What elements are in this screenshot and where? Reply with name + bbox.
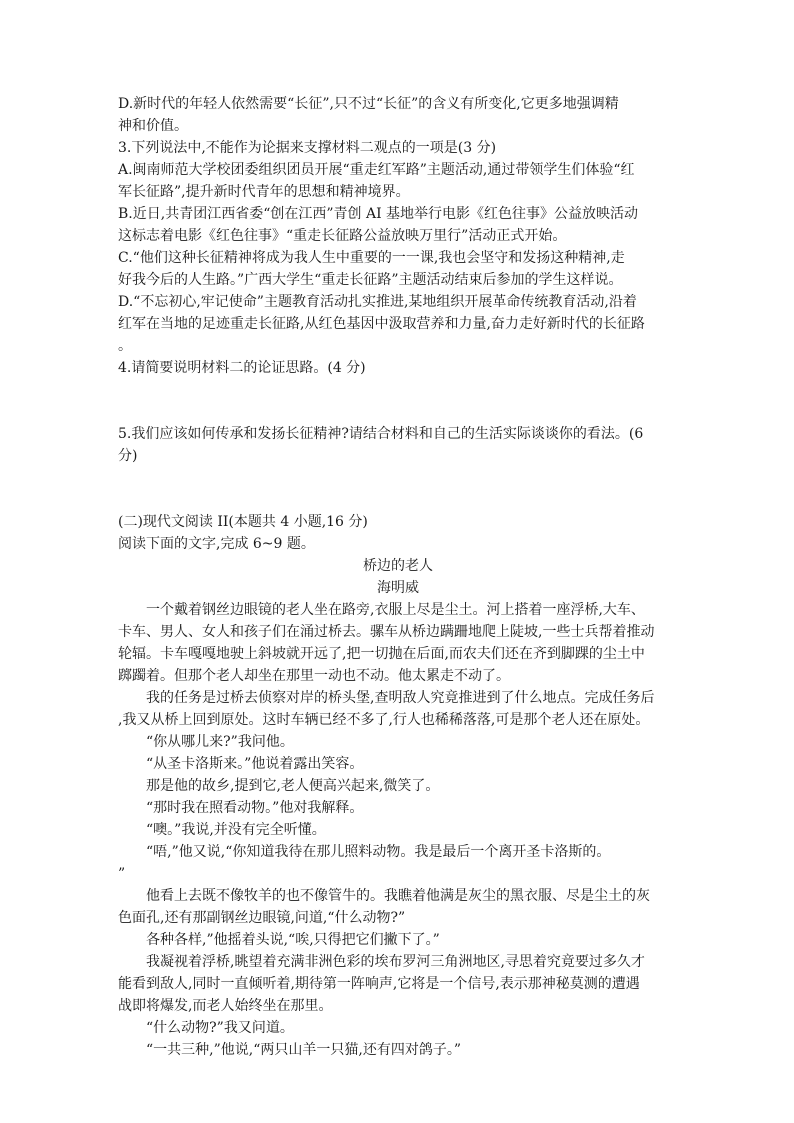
option-d-line-1: D.新时代的年轻人依然需要“长征”,只不过“长征”的含义有所变化,它更多地强调精	[118, 96, 619, 112]
story-body	[118, 599, 678, 1061]
story-line: 轮辐。卡车嘎嘎地驶上斜坡就开远了,把一切抛在后面,而农夫们还在齐到脚踝的尘土中	[118, 646, 645, 662]
story-line: 那是他的故乡,提到它,老人便高兴起来,微笑了。	[146, 778, 440, 794]
question-3-option-a-line-2: 军长征路”,提升新时代青年的思想和精神境界。	[118, 184, 410, 200]
question-3-option-a-line-1: A.闽南师范大学校团委组织团员开展“重走红军路”主题活动,通过带领学生们体验“红	[118, 162, 635, 178]
section-2-heading: (二)现代文阅读 II(本题共 4 小题,16 分)	[118, 514, 368, 530]
story-line: “噢。”我说,并没有完全听懂。	[146, 822, 326, 838]
story-line: “你从哪儿来?”我问他。	[146, 734, 294, 750]
story-line: 踯躅着。但那个老人却坐在那里一动也不动。他太累走不动了。	[118, 668, 510, 684]
question-3-option-d-line-2: 红军在当地的足迹重走长征路,从红色基因中汲取营养和力量,奋力走好新时代的长征路	[118, 316, 645, 332]
story-title: 桥边的老人	[363, 558, 433, 574]
story-line: ”	[118, 866, 126, 882]
question-5-line-1: 5.我们应该如何传承和发扬长征精神?请结合材料和自己的生活实际谈谈你的看法。(6	[118, 426, 644, 442]
option-d-line-2: 神和价值。	[118, 118, 188, 134]
story-author: 海明威	[377, 580, 419, 596]
story-line: 我的任务是过桥去侦察对岸的桥头堡,查明敌人究竟推进到了什么地点。完成任务后	[146, 690, 655, 706]
story-line: 能看到敌人,同时一直倾听着,期待第一阵响声,它将是一个信号,表示那神秘莫测的遭遇	[118, 976, 640, 992]
section-2-instruction: 阅读下面的文字,完成 6~9 题。	[118, 536, 315, 552]
story-line: 色面孔,还有那副钢丝边眼镜,问道,“什么动物?”	[118, 910, 406, 926]
story-line: “什么动物?”我又问道。	[146, 1020, 294, 1036]
story-line: “那时我在照看动物。”他对我解释。	[146, 800, 364, 816]
story-line: “从圣卡洛斯来。”他说着露出笑容。	[146, 756, 364, 772]
question-3-option-b-line-2: 这标志着电影《红色往事》“重走长征路公益放映万里行”活动正式开始。	[118, 228, 567, 244]
story-line: “唔,”他又说,“你知道我待在那儿照料动物。我是最后一个离开圣卡洛斯的。	[146, 844, 611, 860]
question-3-option-d-line-3: 。	[118, 338, 132, 354]
question-3-option-c-line-1: C.“他们这种长征精神将成为我人生中重要的一一课,我也会坚守和发扬这种精神,走	[118, 250, 625, 266]
story-line: 一个戴着钢丝边眼镜的老人坐在路旁,衣服上尽是尘土。河上搭着一座浮桥,大车、	[146, 602, 645, 618]
question-3-stem: 3.下列说法中,不能作为论据来支撑材料二观点的一项是(3 分)	[118, 140, 497, 156]
document-page	[118, 93, 678, 1061]
story-line: 他看上去既不像牧羊的也不像管牛的。我瞧着他满是灰尘的黑衣服、尽是尘土的灰	[146, 888, 650, 904]
story-line: 卡车、男人、女人和孩子们在涌过桥去。骡车从桥边蹒跚地爬上陡坡,一些士兵帮着推动	[118, 624, 655, 640]
story-line: 我凝视着浮桥,眺望着充满非洲色彩的埃布罗河三角洲地区,寻思着究竟要过多久才	[146, 954, 645, 970]
question-3-option-d-line-1: D.“不忘初心,牢记使命”主题教育活动扎实推进,某地组织开展革命传统教育活动,沿着	[118, 294, 637, 310]
question-3-option-b-line-1: B.近日,共青团江西省委“创在江西”青创 AI 基地举行电影《红色往事》公益放映活动	[118, 206, 639, 222]
question-5-line-2: 分)	[118, 448, 138, 464]
story-line: 战即将爆发,而老人始终坐在那里。	[118, 998, 333, 1014]
question-3-option-c-line-2: 好我今后的人生路。”广西大学生“重走长征路”主题活动结束后参加的学生这样说。	[118, 272, 623, 288]
question-4: 4.请简要说明材料二的论证思路。(4 分)	[118, 360, 366, 376]
story-line: ,我又从桥上回到原处。这时车辆已经不多了,行人也稀稀落落,可是那个老人还在原处。	[118, 712, 650, 728]
answer-space-q5	[118, 467, 678, 511]
story-line: “一共三种,”他说,“两只山羊一只猫,还有四对鸽子。”	[146, 1042, 461, 1058]
answer-space-q4	[118, 379, 678, 423]
story-line: 各种各样,”他摇着头说,“唉,只得把它们撇下了。”	[146, 932, 440, 948]
